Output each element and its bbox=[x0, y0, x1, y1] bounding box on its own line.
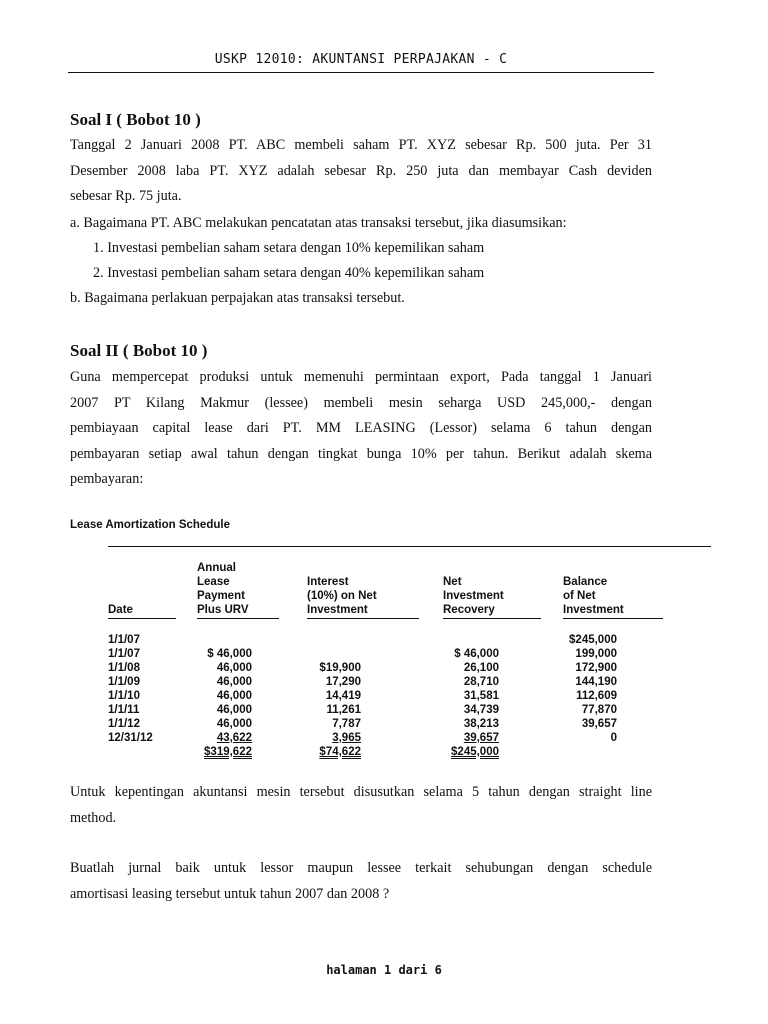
cell-balance: 0 bbox=[610, 732, 617, 744]
total-recovery: $245,000 bbox=[451, 746, 499, 758]
header-line: Date bbox=[108, 604, 133, 616]
col-header-payment bbox=[197, 561, 249, 617]
col-header-balance bbox=[563, 575, 624, 617]
cell-date: 1/1/07 bbox=[108, 634, 140, 646]
journal-line: amortisasi leasing tersebut untuk tahun 2007 dan 2008 ? bbox=[70, 885, 390, 902]
schedule-title: Lease Amortization Schedule bbox=[70, 519, 230, 531]
cell-interest: $19,900 bbox=[319, 662, 361, 674]
cell-payment: 46,000 bbox=[216, 690, 252, 702]
cell-interest: 3,965 bbox=[332, 732, 361, 744]
col-header-date bbox=[108, 603, 133, 617]
header-line: Investment bbox=[443, 590, 504, 602]
cell-interest: 11,261 bbox=[326, 704, 361, 716]
cell-recovery: 39,657 bbox=[463, 732, 499, 744]
header-line: Lease bbox=[197, 576, 230, 588]
cell-interest: 17,290 bbox=[325, 676, 361, 688]
cell-payment: 46,000 bbox=[216, 676, 252, 688]
header-line: Recovery bbox=[443, 604, 495, 616]
cell-recovery: 34,739 bbox=[463, 704, 499, 716]
cell-recovery: 31,581 bbox=[463, 690, 499, 702]
cell-interest: 7,787 bbox=[332, 718, 361, 730]
journal-line: Buatlah jurnal baik untuk lessor maupun lessee terkait sehubungan dengan schedule bbox=[70, 860, 652, 876]
cell-date: 12/31/12 bbox=[108, 732, 153, 744]
soal1-line: Desember 2008 laba PT. XYZ adalah sebesar Rp. 250 juta dan membayar Cash deviden bbox=[70, 162, 652, 179]
cell-recovery: 28,710 bbox=[463, 676, 499, 688]
soal2-line: pembayaran setiap awal tahun dengan tingkat bunga 10% per tahun. Berikut adalah skema bbox=[70, 445, 652, 462]
soal1-line: sebesar Rp. 75 juta. bbox=[70, 188, 182, 204]
document-header: USKP 12010: AKUNTANSI PERPAJAKAN - C bbox=[214, 52, 508, 67]
header-underline bbox=[563, 618, 663, 619]
header-line: (10%) on Net bbox=[307, 590, 377, 602]
soal1-subitem-1: 1. Investasi pembelian saham setara dengan 10% kepemilikan saham bbox=[93, 240, 485, 256]
header-line: Interest bbox=[307, 576, 349, 588]
header-underline bbox=[197, 618, 279, 619]
cell-date: 1/1/09 bbox=[108, 676, 140, 688]
header-line: Payment bbox=[197, 590, 245, 602]
soal2-line: pembiayaan capital lease dari PT. MM LEASING (Lessor) selama 6 tahun dengan bbox=[70, 420, 652, 436]
cell-payment: 46,000 bbox=[216, 662, 252, 674]
depreciation-line: method. bbox=[70, 809, 117, 826]
schedule-divider bbox=[108, 546, 711, 547]
soal1-item-b: b. Bagaimana perlakuan perpajakan atas transaksi tersebut. bbox=[70, 290, 405, 306]
total-interest: $74,622 bbox=[319, 746, 361, 758]
cell-balance: 77,870 bbox=[581, 704, 617, 716]
soal1-heading: Soal I ( Bobot 10 ) bbox=[70, 110, 201, 129]
cell-date: 1/1/08 bbox=[108, 662, 140, 674]
cell-balance: 199,000 bbox=[575, 648, 617, 660]
cell-recovery: $ 46,000 bbox=[454, 648, 499, 660]
soal2-line: 2007 PT Kilang Makmur (lessee) membeli mesin seharga USD 245,000,- dengan bbox=[70, 394, 652, 411]
cell-date: 1/1/10 bbox=[108, 690, 140, 702]
cell-payment: 46,000 bbox=[216, 704, 252, 716]
header-underline bbox=[443, 618, 541, 619]
header-line: Net bbox=[443, 576, 462, 588]
journal-paragraph bbox=[70, 856, 652, 907]
cell-recovery: 26,100 bbox=[463, 662, 499, 674]
soal2-line: Guna mempercepat produksi untuk memenuhi permintaan export, Pada tanggal 1 Januari bbox=[70, 369, 652, 385]
col-header-interest bbox=[307, 575, 377, 617]
header-underline bbox=[307, 618, 419, 619]
cell-payment: 43,622 bbox=[216, 732, 252, 744]
cell-balance: 39,657 bbox=[581, 718, 617, 730]
header-divider bbox=[68, 72, 654, 73]
cell-payment: $ 46,000 bbox=[207, 648, 252, 660]
soal1-paragraph bbox=[70, 133, 652, 210]
soal1-item-a: a. Bagaimana PT. ABC melakukan pencatatan atas transaksi tersebut, jika diasumsikan: bbox=[70, 215, 567, 231]
depreciation-paragraph bbox=[70, 780, 652, 831]
soal2-paragraph bbox=[70, 365, 652, 493]
soal1-subitem-2: 2. Investasi pembelian saham setara dengan 40% kepemilikan saham bbox=[93, 265, 485, 281]
cell-balance: $245,000 bbox=[569, 634, 617, 646]
cell-recovery: 38,213 bbox=[463, 718, 499, 730]
soal2-heading: Soal II ( Bobot 10 ) bbox=[70, 341, 208, 360]
cell-balance: 112,609 bbox=[576, 690, 617, 702]
header-line: Investment bbox=[563, 604, 624, 616]
cell-balance: 172,900 bbox=[575, 662, 617, 674]
soal2-line: pembayaran: bbox=[70, 471, 144, 487]
cell-balance: 144,190 bbox=[575, 676, 617, 688]
cell-date: 1/1/11 bbox=[108, 704, 140, 716]
header-line: of Net bbox=[563, 590, 596, 602]
page-footer: halaman 1 dari 6 bbox=[326, 963, 442, 977]
cell-interest: 14,419 bbox=[325, 690, 361, 702]
header-line: Annual bbox=[197, 562, 236, 574]
cell-date: 1/1/12 bbox=[108, 718, 140, 730]
header-line: Balance bbox=[563, 576, 608, 588]
cell-date: 1/1/07 bbox=[108, 648, 140, 660]
cell-payment: 46,000 bbox=[216, 718, 252, 730]
header-underline bbox=[108, 618, 176, 619]
total-payment: $319,622 bbox=[204, 746, 252, 758]
depreciation-line: Untuk kepentingan akuntansi mesin tersebut disusutkan selama 5 tahun dengan straight line bbox=[70, 784, 652, 800]
col-header-recovery bbox=[443, 575, 504, 617]
header-line: Plus URV bbox=[197, 604, 249, 616]
header-line: Investment bbox=[307, 604, 368, 616]
soal1-line: Tanggal 2 Januari 2008 PT. ABC membeli saham PT. XYZ sebesar Rp. 500 juta. Per 31 bbox=[70, 137, 652, 153]
